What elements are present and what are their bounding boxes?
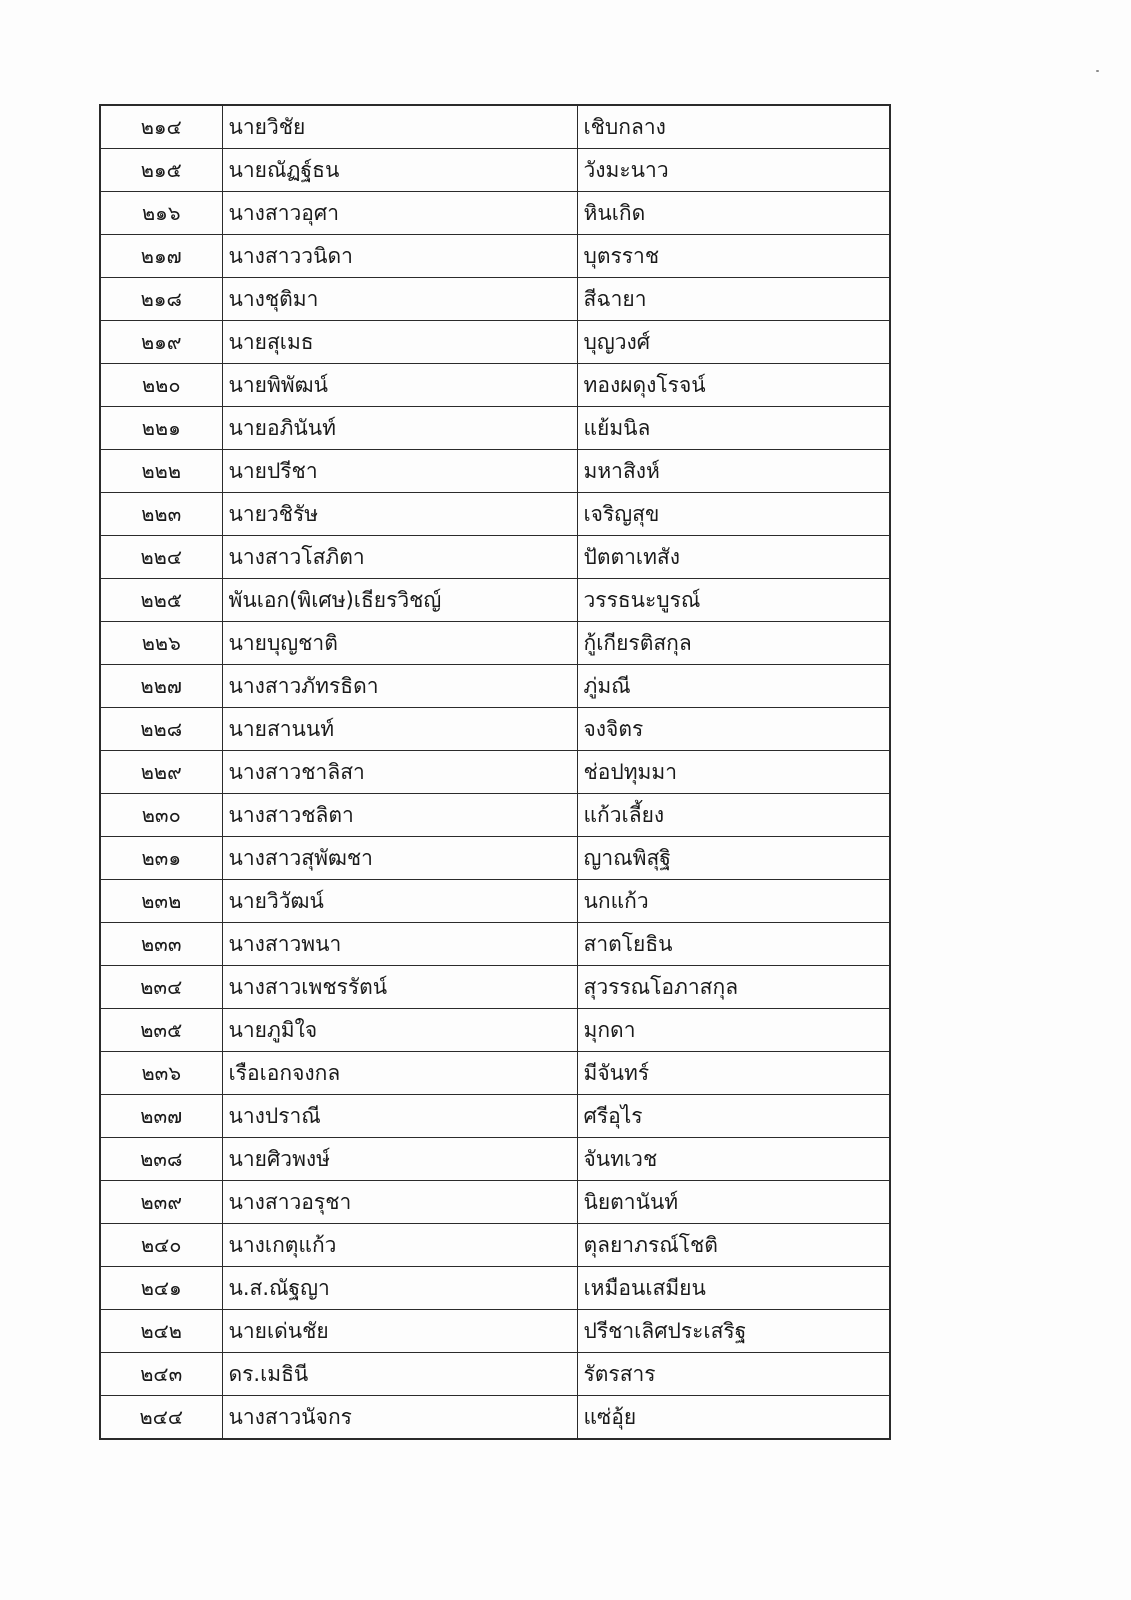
row-number: ๒๑๖ xyxy=(100,192,222,235)
table-row xyxy=(100,493,890,536)
last-name-cell: มุกดา xyxy=(577,1009,890,1052)
row-number: ๒๓๔ xyxy=(100,966,222,1009)
last-name-cell: วังมะนาว xyxy=(577,149,890,192)
row-number: ๒๑๕ xyxy=(100,149,222,192)
row-number: ๒๒๕ xyxy=(100,579,222,622)
row-number: ๒๓๘ xyxy=(100,1138,222,1181)
row-number: ๒๓๐ xyxy=(100,794,222,837)
last-name-cell: ตุลยาภรณ์โชติ xyxy=(577,1224,890,1267)
first-name-cell: นางสาวภัทรธิดา xyxy=(222,665,577,708)
table-row xyxy=(100,407,890,450)
first-name-cell: นางสาวชลิตา xyxy=(222,794,577,837)
last-name-cell: สาตโยธิน xyxy=(577,923,890,966)
row-number: ๒๓๗ xyxy=(100,1095,222,1138)
first-name-cell: นางสาวโสภิตา xyxy=(222,536,577,579)
first-name-cell: นายเด่นชัย xyxy=(222,1310,577,1353)
first-name-cell: พันเอก(พิเศษ)เธียรวิชญ์ xyxy=(222,579,577,622)
last-name-cell: วรรธนะบูรณ์ xyxy=(577,579,890,622)
last-name-cell: ทองผดุงโรจน์ xyxy=(577,364,890,407)
row-number: ๒๒๑ xyxy=(100,407,222,450)
first-name-cell: นายสานนท์ xyxy=(222,708,577,751)
last-name-cell: ปัตตาเทสัง xyxy=(577,536,890,579)
table-row xyxy=(100,1267,890,1310)
last-name-cell: มหาสิงห์ xyxy=(577,450,890,493)
row-number: ๒๑๘ xyxy=(100,278,222,321)
table-row xyxy=(100,235,890,278)
name-list-table xyxy=(99,104,891,1440)
first-name-cell: นายพิพัฒน์ xyxy=(222,364,577,407)
row-number: ๒๒๖ xyxy=(100,622,222,665)
table-row xyxy=(100,966,890,1009)
first-name-cell: นางปราณี xyxy=(222,1095,577,1138)
last-name-cell: นกแก้ว xyxy=(577,880,890,923)
row-number: ๒๓๑ xyxy=(100,837,222,880)
row-number: ๒๓๕ xyxy=(100,1009,222,1052)
table-row xyxy=(100,149,890,192)
first-name-cell: นายวิวัฒน์ xyxy=(222,880,577,923)
last-name-cell: แก้วเลี้ยง xyxy=(577,794,890,837)
last-name-cell: ช่อปทุมมา xyxy=(577,751,890,794)
row-number: ๒๒๔ xyxy=(100,536,222,579)
last-name-cell: จันทเวช xyxy=(577,1138,890,1181)
last-name-cell: เจริญสุข xyxy=(577,493,890,536)
table-row xyxy=(100,579,890,622)
first-name-cell: เรือเอกจงกล xyxy=(222,1052,577,1095)
first-name-cell: นางสาวนัจกร xyxy=(222,1396,577,1440)
row-number: ๒๒๗ xyxy=(100,665,222,708)
row-number: ๒๔๑ xyxy=(100,1267,222,1310)
table-row xyxy=(100,1353,890,1396)
first-name-cell: นายอภินันท์ xyxy=(222,407,577,450)
last-name-cell: เหมือนเสมียน xyxy=(577,1267,890,1310)
first-name-cell: นางสาวพนา xyxy=(222,923,577,966)
last-name-cell: ปรีชาเลิศประเสริฐ xyxy=(577,1310,890,1353)
table-row xyxy=(100,1224,890,1267)
first-name-cell: นางเกตุแก้ว xyxy=(222,1224,577,1267)
table-row xyxy=(100,364,890,407)
table-row xyxy=(100,1396,890,1440)
table-row xyxy=(100,1138,890,1181)
table-row xyxy=(100,751,890,794)
first-name-cell: นางสาวอรุชา xyxy=(222,1181,577,1224)
last-name-cell: มีจันทร์ xyxy=(577,1052,890,1095)
first-name-cell: นางสาวเพชรรัตน์ xyxy=(222,966,577,1009)
table-row xyxy=(100,192,890,235)
table-row xyxy=(100,1181,890,1224)
first-name-cell: นายณัฏฐ์ธน xyxy=(222,149,577,192)
first-name-cell: ดร.เมธินี xyxy=(222,1353,577,1396)
row-number: ๒๓๙ xyxy=(100,1181,222,1224)
last-name-cell: สีฉายา xyxy=(577,278,890,321)
table-row xyxy=(100,794,890,837)
row-number: ๒๔๒ xyxy=(100,1310,222,1353)
first-name-cell: นายสุเมธ xyxy=(222,321,577,364)
last-name-cell: จงจิตร xyxy=(577,708,890,751)
row-number: ๒๓๓ xyxy=(100,923,222,966)
table-row xyxy=(100,622,890,665)
table-row xyxy=(100,708,890,751)
scan-speck xyxy=(1096,70,1099,72)
table-row xyxy=(100,665,890,708)
last-name-cell: แย้มนิล xyxy=(577,407,890,450)
last-name-cell: รัตรสาร xyxy=(577,1353,890,1396)
last-name-cell: นิยตานันท์ xyxy=(577,1181,890,1224)
row-number: ๒๔๔ xyxy=(100,1396,222,1440)
last-name-cell: ภู่มณี xyxy=(577,665,890,708)
table-row xyxy=(100,450,890,493)
table-row xyxy=(100,880,890,923)
first-name-cell: นายวิชัย xyxy=(222,105,577,149)
row-number: ๒๑๔ xyxy=(100,105,222,149)
first-name-cell: นายวชิรัษ xyxy=(222,493,577,536)
table-row xyxy=(100,278,890,321)
first-name-cell: นางชุติมา xyxy=(222,278,577,321)
row-number: ๒๓๖ xyxy=(100,1052,222,1095)
first-name-cell: นางสาววนิดา xyxy=(222,235,577,278)
row-number: ๒๒๙ xyxy=(100,751,222,794)
row-number: ๒๔๓ xyxy=(100,1353,222,1396)
table-row xyxy=(100,837,890,880)
last-name-cell: ศรีอุไร xyxy=(577,1095,890,1138)
table-row xyxy=(100,1095,890,1138)
table-row xyxy=(100,1009,890,1052)
row-number: ๒๑๗ xyxy=(100,235,222,278)
last-name-cell: กู้เกียรติสกุล xyxy=(577,622,890,665)
name-list-body xyxy=(100,105,890,1439)
table-row xyxy=(100,1310,890,1353)
first-name-cell: นางสาวอุศา xyxy=(222,192,577,235)
row-number: ๒๑๙ xyxy=(100,321,222,364)
last-name-cell: แซ่อุ้ย xyxy=(577,1396,890,1440)
row-number: ๒๓๒ xyxy=(100,880,222,923)
first-name-cell: นางสาวสุพัฒชา xyxy=(222,837,577,880)
first-name-cell: นายภูมิใจ xyxy=(222,1009,577,1052)
table-row xyxy=(100,923,890,966)
last-name-cell: เชิบกลาง xyxy=(577,105,890,149)
last-name-cell: บุตรราช xyxy=(577,235,890,278)
row-number: ๒๔๐ xyxy=(100,1224,222,1267)
row-number: ๒๒๓ xyxy=(100,493,222,536)
last-name-cell: ญาณพิสุฐิ xyxy=(577,837,890,880)
first-name-cell: นางสาวชาลิสา xyxy=(222,751,577,794)
table-row xyxy=(100,105,890,149)
last-name-cell: สุวรรณโอภาสกุล xyxy=(577,966,890,1009)
first-name-cell: นายบุญชาติ xyxy=(222,622,577,665)
first-name-cell: นายศิวพงษ์ xyxy=(222,1138,577,1181)
table-row xyxy=(100,536,890,579)
table-row xyxy=(100,321,890,364)
row-number: ๒๒๒ xyxy=(100,450,222,493)
table-row xyxy=(100,1052,890,1095)
first-name-cell: นายปรีชา xyxy=(222,450,577,493)
first-name-cell: น.ส.ณัฐญา xyxy=(222,1267,577,1310)
last-name-cell: บุญวงศ์ xyxy=(577,321,890,364)
row-number: ๒๒๐ xyxy=(100,364,222,407)
row-number: ๒๒๘ xyxy=(100,708,222,751)
last-name-cell: หินเกิด xyxy=(577,192,890,235)
